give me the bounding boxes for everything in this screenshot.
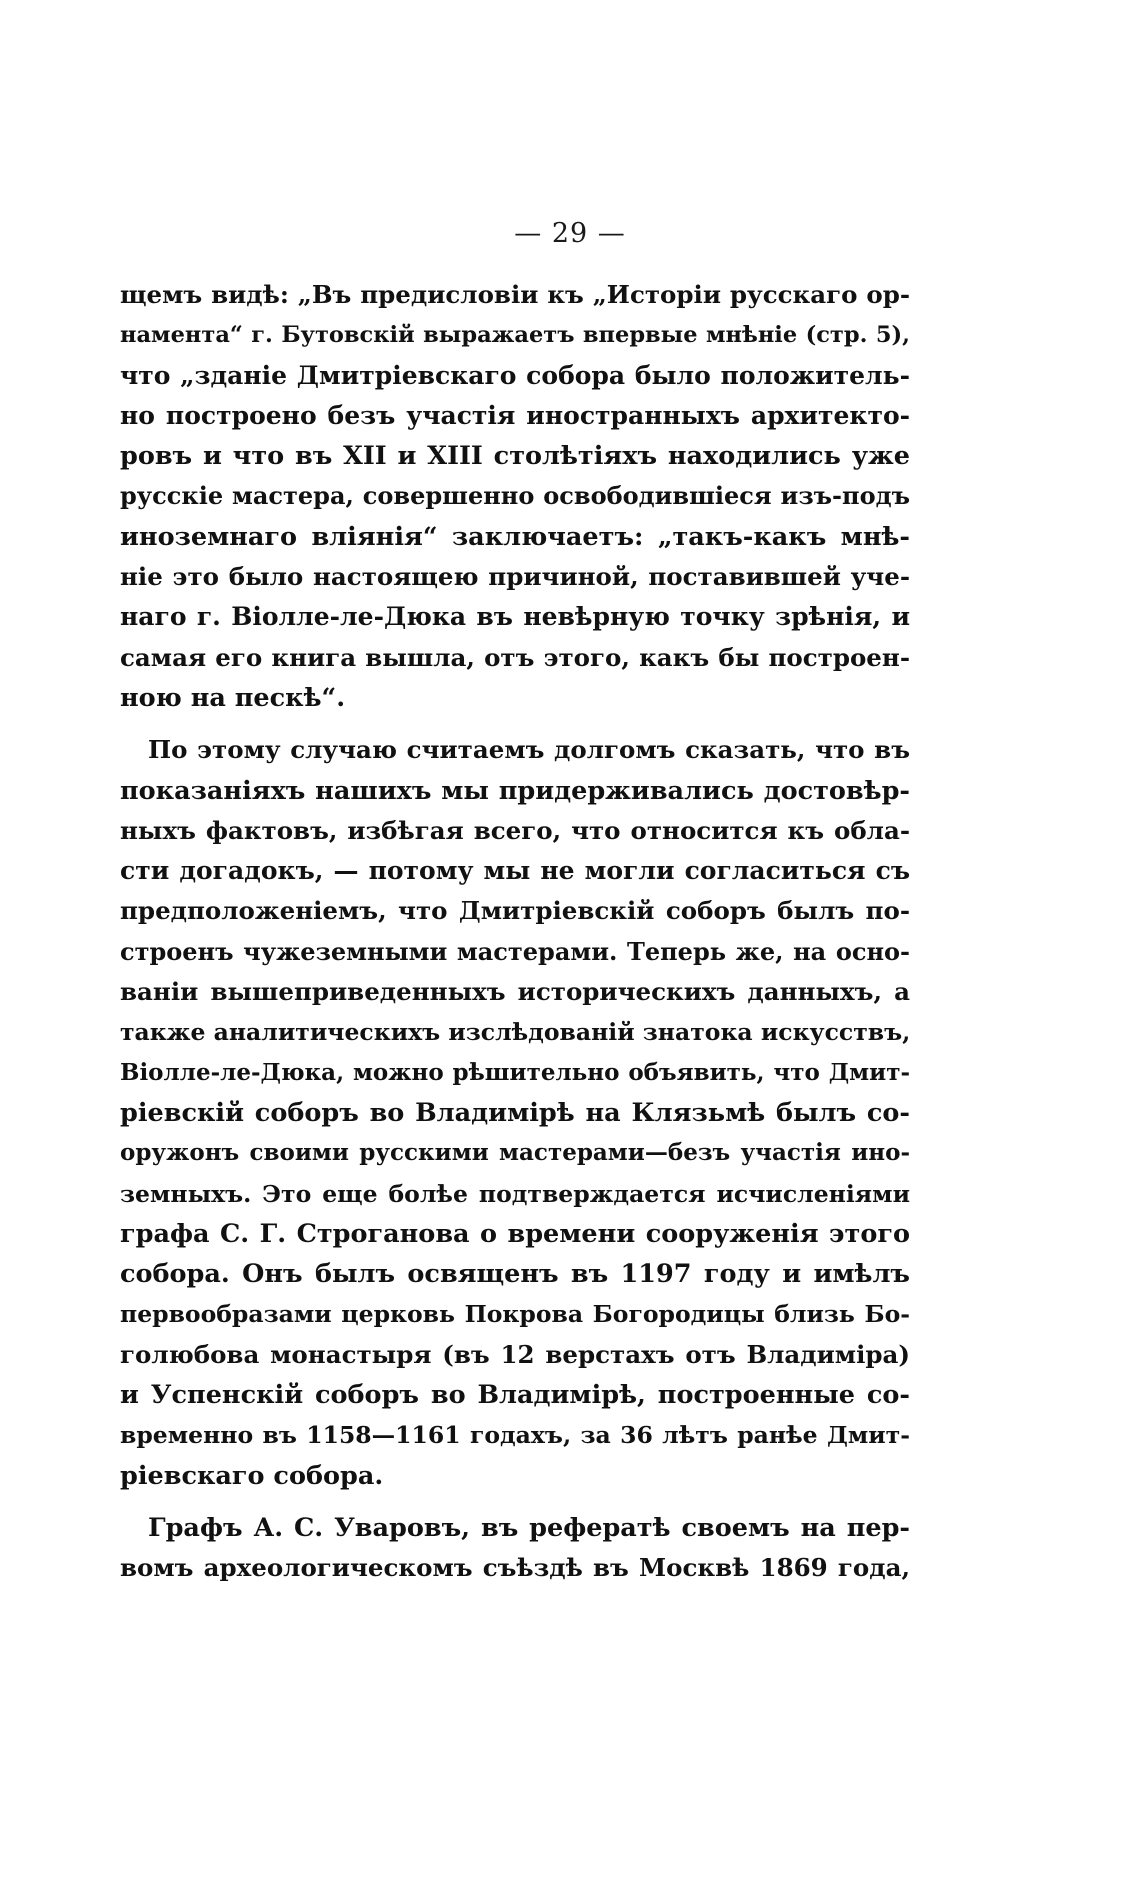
text-line: Графъ А. С. Уваровъ, въ рефератѣ своемъ на пер-: [148, 1512, 910, 1543]
text-line: наго г. Віолле-ле-Дюка въ невѣрную точку зрѣнія, и: [120, 602, 910, 632]
text-line: графа С. Г. Строганова о времени сооруженія этого: [120, 1218, 910, 1249]
text-line: ріевскій соборъ во Владимірѣ на Клязьмѣ былъ со-: [120, 1097, 910, 1128]
text-line: ровъ и что въ XII и XIII столѣтіяхъ находились уже: [120, 441, 910, 472]
text-line: предположеніемъ, что Дмитріевскій соборъ былъ по-: [120, 896, 910, 926]
text-line: строенъ чужеземными мастерами. Теперь же, на осно-: [120, 936, 910, 966]
text-line: намента“ г. Бутовскій выражаетъ впервые мнѣніе (стр. 5),: [120, 322, 910, 349]
paragraph-3: [120, 1508, 910, 1589]
text-line: голюбова монастыря (въ 12 верстахъ отъ Владиміра): [120, 1339, 910, 1369]
text-line: ныхъ фактовъ, избѣгая всего, что относится къ обла-: [120, 815, 910, 845]
text-line: русскіе мастера, совершенно освободившіеся изъ-подъ: [120, 481, 910, 511]
text-line: самая его книга вышла, отъ этого, какъ бы построен-: [120, 642, 910, 672]
text-line: но построено безъ участія иностранныхъ архитекто-: [120, 400, 910, 430]
text-line: показаніяхъ нашихъ мы придерживались достовѣр-: [120, 775, 910, 806]
text-line: щемъ видѣ: „Въ предисловіи къ „Исторіи русскаго ор-: [120, 280, 910, 309]
paragraph-1: [120, 275, 910, 718]
page-number: — 29 —: [514, 218, 626, 249]
text-line: и Успенскій соборъ во Владимірѣ, построенные со-: [120, 1380, 910, 1411]
text-line: ною на пескѣ“.: [120, 682, 346, 713]
body-text: [120, 275, 910, 1589]
text-line: Віолле-ле-Дюка, можно рѣшительно объявить, что Дмит-: [120, 1058, 910, 1086]
text-line: оружонъ своими русскими мастерами—безъ участія ино-: [120, 1139, 910, 1167]
text-line: иноземнаго вліянія“ заключаетъ: „такъ-какъ мнѣ-: [120, 521, 910, 552]
text-line: ніе это было настоящею причиной, поставившей уче-: [120, 562, 910, 592]
text-line: ваніи вышеприведенныхъ историческихъ данныхъ, а: [120, 977, 910, 1007]
text-line: вомъ археологическомъ съѣздѣ въ Москвѣ 1869 года,: [120, 1553, 910, 1583]
text-line: По этому случаю считаемъ долгомъ сказать, что въ: [148, 735, 910, 765]
text-line: также аналитическихъ изслѣдованій знатока искусствъ,: [120, 1018, 911, 1047]
text-line: временно въ 1158—1161 годахъ, за 36 лѣтъ ранѣе Дмит-: [120, 1421, 910, 1450]
text-line: сти догадокъ, — потому мы не могли согласиться съ: [120, 856, 910, 886]
paragraph-2: [120, 730, 910, 1496]
text-line: ріевскаго собора.: [120, 1460, 384, 1491]
text-line: что „зданіе Дмитріевскаго собора было положитель-: [120, 360, 910, 390]
text-line: первообразами церковь Покрова Богородицы близь Бо-: [120, 1300, 910, 1329]
text-line: собора. Онъ былъ освященъ въ 1197 году и имѣлъ: [120, 1259, 910, 1290]
text-line: земныхъ. Это еще болѣе подтверждается исчисленіями: [120, 1179, 910, 1208]
